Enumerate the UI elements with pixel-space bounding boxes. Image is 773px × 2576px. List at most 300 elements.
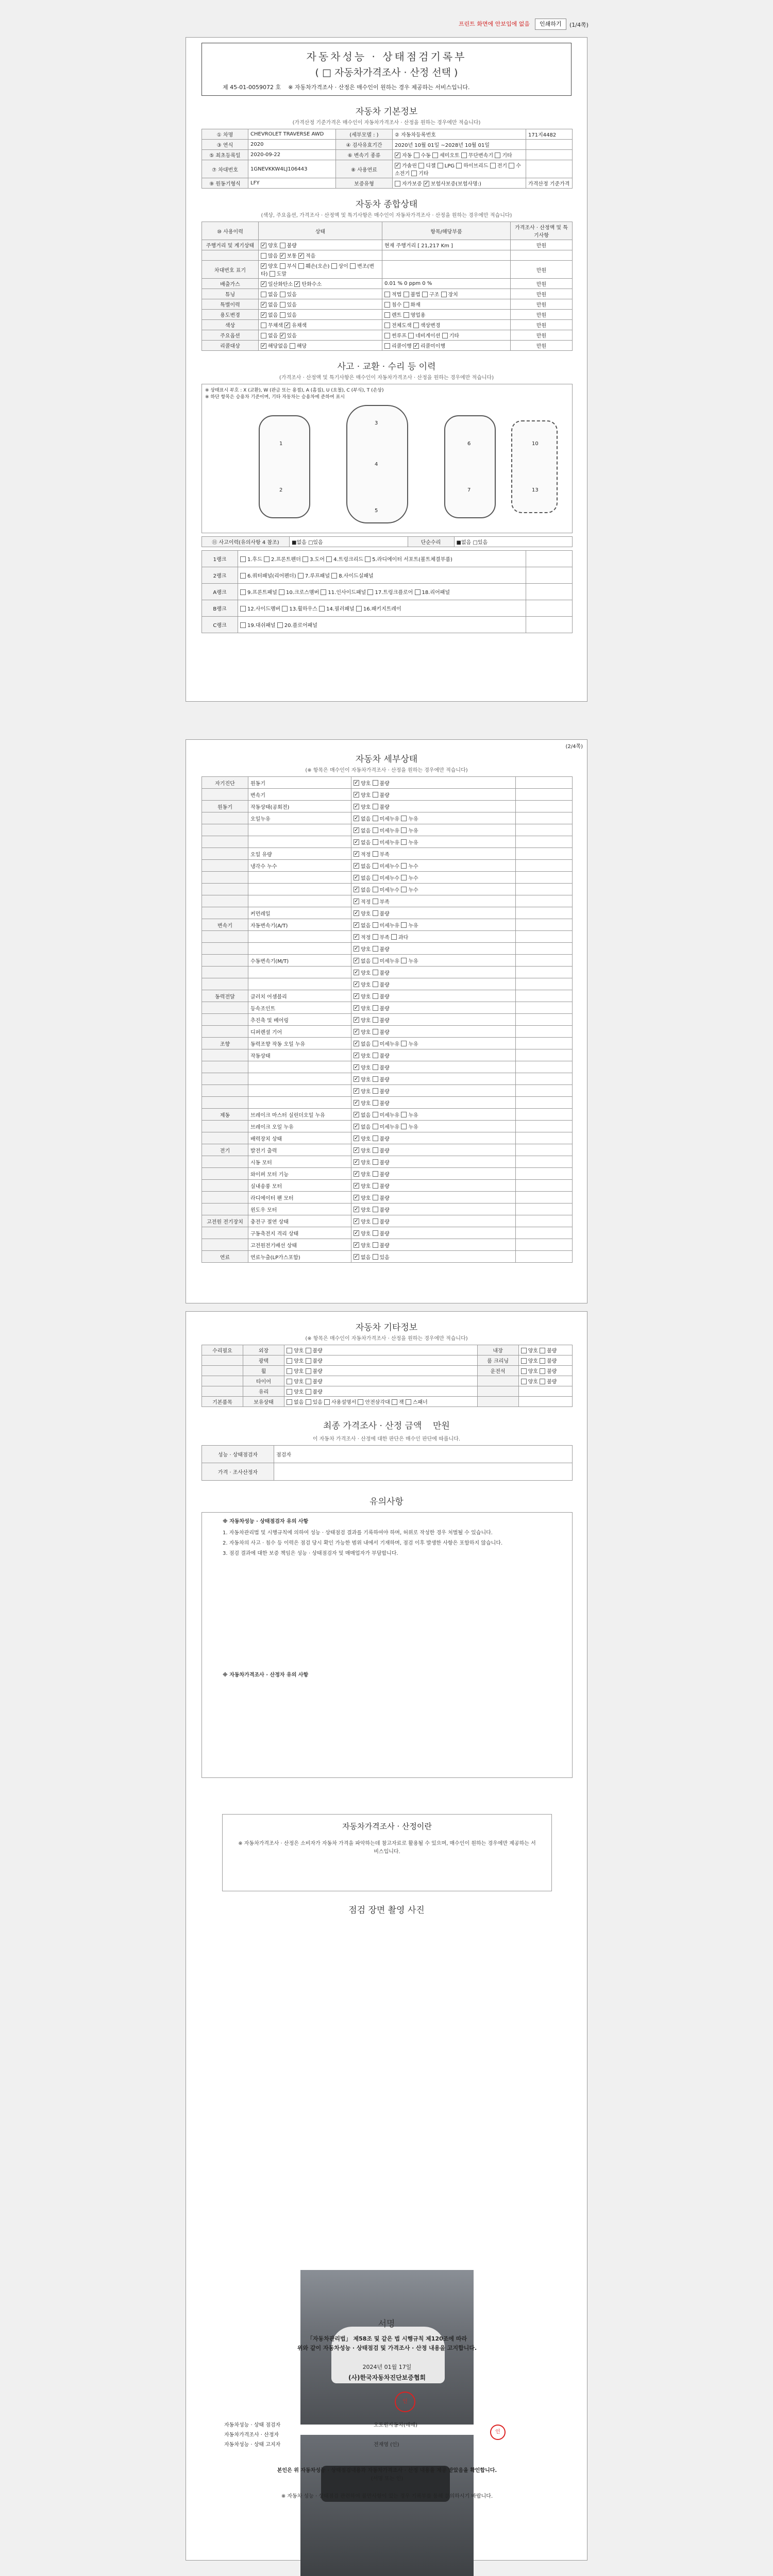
checkbox-icon bbox=[358, 1399, 363, 1405]
notes-heading-1: ※ 자동차성능 · 상태점검자 유의 사항 bbox=[223, 1519, 309, 1524]
checkbox-icon: ✓ bbox=[354, 1088, 359, 1094]
checkbox-icon bbox=[373, 863, 378, 869]
final-price-title: 최종 가격조사 · 산정 금액 bbox=[323, 1421, 422, 1431]
basic-info-row: ⑦ 차대번호 1GNEVKKW4LJ106443 ⑧ 사용연료 ✓ 가솔린 디젤 LPG 하이브리드 전기 수소전기 기타 bbox=[202, 160, 573, 178]
checkbox-icon: ✓ bbox=[354, 1230, 359, 1236]
checkbox-icon bbox=[521, 1358, 527, 1364]
checkbox-icon: ✓ bbox=[354, 792, 359, 798]
checkbox-icon bbox=[404, 312, 409, 318]
checkbox-icon bbox=[401, 1041, 407, 1046]
notes-title: 유의사항 bbox=[369, 1497, 404, 1507]
receipt-sign: (서명 또는 인) bbox=[371, 2476, 404, 2482]
checkbox-icon bbox=[404, 302, 409, 308]
checkbox-icon bbox=[373, 1242, 378, 1248]
general-status-row: 배출가스 ✓ 일산화탄소 ✓ 탄화수소 0.01 % 0 ppm 0 % 만원 bbox=[202, 279, 573, 289]
checkbox-icon: ✓ bbox=[261, 281, 266, 287]
detail-status-row: 동력전달 클러치 어셈블리 ✓ 양호 불량 bbox=[202, 990, 573, 1002]
sheet-page-1 bbox=[186, 37, 587, 702]
checkbox-icon bbox=[373, 827, 378, 833]
checkbox-icon bbox=[413, 323, 419, 328]
checkbox-icon: ✓ bbox=[295, 281, 300, 287]
checkbox-icon bbox=[373, 1230, 378, 1236]
checkbox-icon bbox=[401, 827, 407, 833]
part-label: 5 bbox=[375, 508, 378, 514]
detail-status-row: 자기진단 원동기 ✓ 양호 불량 bbox=[202, 777, 573, 789]
checkbox-icon bbox=[373, 1017, 378, 1023]
detail-status-row: 오일 유량 ✓ 적정 부족 bbox=[202, 848, 573, 860]
detail-status-row: 변속기 자동변속기(A/T) ✓ 없음 미세누유 누유 bbox=[202, 919, 573, 931]
checkbox-icon: ✓ bbox=[354, 875, 359, 880]
basic-info-row: ⑨ 원동기형식 LFY 보증유형 자가보증 ✓ 보험사보증(보험사명:) 가격산정 기준가격 bbox=[202, 178, 573, 189]
checkbox-icon bbox=[319, 606, 325, 612]
document-subtitle: ( □ 자동차가격조사 · 산정 선택 ) bbox=[315, 67, 458, 78]
detail-status-row: 추진축 및 베어링 ✓ 양호 불량 bbox=[202, 1014, 573, 1026]
checkbox-icon bbox=[442, 333, 448, 338]
detail-status-row: 실내송풍 모터 ✓ 양호 불량 bbox=[202, 1180, 573, 1192]
other-info-row: 휠 양호 불량 운전석 양호 불량 bbox=[202, 1366, 573, 1376]
print-button[interactable]: 인쇄하기 bbox=[535, 19, 566, 30]
print-warning: 프린트 화면에 안보입에 없음 bbox=[459, 21, 530, 27]
general-status-row: 많음 ✓ 보통 ✓ 적음 bbox=[202, 250, 573, 261]
checkbox-icon: ✓ bbox=[424, 180, 429, 187]
checkbox-icon bbox=[373, 1041, 378, 1046]
checkbox-icon: ✓ bbox=[285, 322, 290, 328]
checkbox-icon bbox=[401, 1124, 407, 1129]
checkbox-icon: ✓ bbox=[354, 1195, 359, 1200]
checkbox-icon: ✓ bbox=[354, 970, 359, 975]
checkbox-icon bbox=[373, 946, 378, 952]
checkbox-icon bbox=[384, 333, 390, 338]
detail-status-row: ✓ 양호 불량 bbox=[202, 978, 573, 990]
checkbox-icon: ✓ bbox=[261, 263, 266, 269]
other-info-subtitle: (※ 항목은 매수인이 자동차가격조사 · 산정을 원하는 경우에만 적습니다) bbox=[305, 1336, 468, 1342]
detail-status-row: 고전원전기배선 상태 ✓ 양호 불량 bbox=[202, 1239, 573, 1251]
note-paragraph: 1. 자동차관리법 및 시행규칙에 의하여 성능 · 상태점검 결과를 기록하여야 하며, 허위로 작성한 경우 처벌될 수 있습니다. bbox=[223, 1530, 493, 1536]
checkbox-icon bbox=[373, 1124, 378, 1129]
simple-repair-value: ■없음 □있음 bbox=[454, 537, 573, 547]
accident-status-table: ⑪ 사고이력(유의사항 4 참조) ■없음 □있음 단순수리 ■없음 □있음 bbox=[201, 536, 573, 547]
sign-org: (사)한국자동차진단보증협회 bbox=[348, 2374, 426, 2381]
checkbox-icon bbox=[373, 1029, 378, 1035]
other-info-row: 기본품목 보유상태 없음 있음 사용설명서 안전삼각대 잭 스패너 bbox=[202, 1397, 573, 1407]
checkbox-icon bbox=[280, 263, 285, 269]
checkbox-icon bbox=[287, 1379, 292, 1384]
header-notice: ※ 자동차가격조사 · 산정은 매수인이 원하는 경우 제공하는 서비스입니다. bbox=[288, 84, 470, 91]
checkbox-icon bbox=[373, 1005, 378, 1011]
checkbox-icon bbox=[373, 1254, 378, 1260]
other-info-row: 타이어 양호 불량 양호 불량 bbox=[202, 1376, 573, 1386]
checkbox-icon: ✓ bbox=[354, 1017, 359, 1023]
checkbox-icon bbox=[373, 1147, 378, 1153]
detail-status-row: 등속조인트 ✓ 양호 불량 bbox=[202, 1002, 573, 1014]
detail-status-row: 원동기 작동상태(공회전) ✓ 양호 불량 bbox=[202, 801, 573, 812]
checkbox-icon bbox=[261, 253, 266, 259]
general-status-title: 자동차 종합상태 bbox=[355, 199, 418, 210]
car-left-side-view bbox=[259, 415, 310, 518]
detail-status-row: 오일누유 ✓ 없음 미세누유 누유 bbox=[202, 812, 573, 824]
checkbox-icon bbox=[373, 993, 378, 999]
checkbox-icon bbox=[240, 589, 246, 595]
document-header bbox=[201, 43, 572, 96]
general-status-row: 주요옵션 없음 ✓ 있음 썬루프 네비게이션 기타 만원 bbox=[202, 330, 573, 341]
checkbox-icon bbox=[373, 1100, 378, 1106]
checkbox-icon bbox=[373, 839, 378, 845]
page-indicator: (1/4쪽) bbox=[569, 22, 589, 28]
basic-info-row: ① 차명 CHEVROLET TRAVERSE AWD (세부모델 : ) ② 자동차등록번호 171지4482 bbox=[202, 129, 573, 140]
checkbox-icon bbox=[303, 556, 308, 562]
detail-status-row: 와이퍼 모터 기능 ✓ 양호 불량 bbox=[202, 1168, 573, 1180]
checkbox-icon bbox=[280, 243, 285, 248]
checkbox-icon bbox=[418, 163, 424, 168]
checkbox-icon bbox=[261, 333, 266, 338]
checkbox-icon: ✓ bbox=[354, 816, 359, 821]
general-status-row: 특별이력 ✓ 없음 있음 침수 화재 만원 bbox=[202, 299, 573, 310]
checkbox-icon bbox=[298, 263, 304, 269]
checkbox-icon: ✓ bbox=[354, 1254, 359, 1260]
checkbox-icon bbox=[401, 875, 407, 880]
checkbox-icon bbox=[373, 816, 378, 821]
checkbox-icon: ✓ bbox=[354, 922, 359, 928]
checkbox-icon bbox=[280, 312, 285, 318]
checkbox-icon: ✓ bbox=[414, 343, 418, 349]
checkbox-icon bbox=[401, 839, 407, 845]
checkbox-icon bbox=[326, 556, 332, 562]
checkbox-icon bbox=[306, 1348, 311, 1353]
checkbox-icon: ✓ bbox=[354, 1029, 359, 1035]
checkbox-icon bbox=[373, 792, 378, 798]
checkbox-icon: ✓ bbox=[261, 301, 266, 308]
basic-info-subtitle: (가격산정 기준가격은 매수인이 자동차가격조사 · 산정을 원하는 경우에만 적습니다) bbox=[292, 120, 481, 126]
rank-row: 2랭크 6.쿼터패널(리어펜더) 7.루프패널 8.사이드실패널 bbox=[202, 567, 573, 584]
basic-info-row: ⑤ 최초등록일 2020-09-22 ⑥ 변속기 종류 ✓ 자동 수동 세미오토 무단변속기 기타 bbox=[202, 150, 573, 160]
checkbox-icon bbox=[287, 1348, 292, 1353]
checkbox-icon bbox=[438, 163, 443, 168]
checkbox-icon bbox=[404, 292, 409, 297]
checkbox-icon: ✓ bbox=[280, 332, 285, 338]
checkbox-icon bbox=[490, 163, 496, 168]
checkbox-icon bbox=[373, 804, 378, 809]
checkbox-icon: ✓ bbox=[395, 162, 400, 168]
detail-status-row: ✓ 양호 불량 bbox=[202, 967, 573, 978]
general-status-row: 색상 무채색 ✓ 유채색 전체도색 색상변경 만원 bbox=[202, 320, 573, 330]
receipt-confirmation: 본인은 위 자동차성능 · 상태점검내용과 자동차가격조사 · 산정 내용을 제공 받았음을 확인합니다. bbox=[277, 2468, 497, 2473]
signer-table: 자동차성능 · 상태 점검자 오토원자동차(매매) 자동차가격조사 · 산정자 자동차성능 · 상태 고지자 전재영 (인) bbox=[224, 2422, 418, 2448]
note-paragraph: 3. 점검 결과에 대한 보증 책임은 성능 · 상태점검자 및 매매업자가 부담합니다. bbox=[223, 1551, 398, 1556]
general-status-row: 튜닝 없음 있음 적법 불법 구조 장치 만원 bbox=[202, 289, 573, 299]
detail-status-title: 자동차 세부상태 bbox=[355, 754, 418, 765]
checkbox-icon bbox=[441, 292, 447, 297]
checkbox-icon bbox=[456, 163, 462, 168]
checkbox-icon bbox=[373, 1183, 378, 1189]
checkbox-icon bbox=[415, 589, 421, 595]
detail-status-row: 커먼레일 ✓ 양호 불량 bbox=[202, 907, 573, 919]
sign-date: 2024년 01월 17일 bbox=[362, 2364, 412, 2370]
general-status-row: 주행거리 및 계기상태 ✓ 양호 불량 현재 주행거리 [ 21,217 Km ] 만원 bbox=[202, 240, 573, 250]
checkbox-icon: ✓ bbox=[261, 312, 266, 318]
other-info-row: 유리 양호 불량 bbox=[202, 1386, 573, 1397]
part-label: 7 bbox=[467, 487, 471, 493]
checkbox-icon bbox=[240, 556, 246, 562]
general-status-header: ⑩ 사용이력 상태 항목/해당부품 가격조사 · 산정액 및 특기사항 bbox=[202, 222, 573, 240]
document-number: 제 45-01-0059072 호 bbox=[223, 84, 281, 91]
detail-status-row: ✓ 양호 불량 bbox=[202, 943, 573, 955]
checkbox-icon bbox=[432, 152, 438, 158]
checkbox-icon bbox=[373, 910, 378, 916]
price-info-text: ※ 자동차가격조사 · 산정은 소비자가 자동차 가격을 파악하는데 참고자료로 활용될 수 있으며, 매수인이 원하는 경우에만 제공하는 서비스입니다. bbox=[238, 1841, 536, 1855]
checkbox-icon: ✓ bbox=[354, 839, 359, 845]
top-toolbar bbox=[459, 15, 768, 36]
car-damage-diagram bbox=[201, 384, 573, 533]
detail-status-table bbox=[201, 776, 573, 1263]
checkbox-icon: ✓ bbox=[354, 1147, 359, 1153]
other-info-table bbox=[201, 1345, 573, 1407]
checkbox-icon: ✓ bbox=[354, 1136, 359, 1141]
car-underbody-view bbox=[511, 420, 558, 513]
checkbox-icon: ✓ bbox=[354, 993, 359, 999]
checkbox-icon: ✓ bbox=[354, 851, 359, 857]
checkbox-icon bbox=[373, 851, 378, 857]
part-label: 3 bbox=[375, 420, 378, 426]
checkbox-icon: ✓ bbox=[354, 934, 359, 940]
detail-status-row: 수동변속기(M/T) ✓ 없음 미세누유 누유 bbox=[202, 955, 573, 967]
rank-table bbox=[201, 550, 573, 633]
checkbox-icon bbox=[373, 887, 378, 892]
checkbox-icon bbox=[373, 1136, 378, 1141]
checkbox-icon: ✓ bbox=[354, 827, 359, 833]
final-price-text: 이 자동차 가격조사 · 산정에 대한 판단은 매수인 판단에 따릅니다. bbox=[312, 1436, 461, 1442]
checkbox-icon: ✓ bbox=[354, 1171, 359, 1177]
part-label: 10 bbox=[532, 441, 539, 447]
sign-law: 「자동차관리법」 제58조 및 같은 법 시행규칙 제120조에 따라 bbox=[307, 2335, 467, 2342]
detail-status-row: 브레이크 오일 누유 ✓ 없음 미세누유 누유 bbox=[202, 1121, 573, 1132]
checkbox-icon: ✓ bbox=[354, 910, 359, 916]
checkbox-icon bbox=[540, 1368, 545, 1374]
rank-row: 1랭크 1.후드 2.프론트펜더 3.도어 4.트렁크리드 5.라디에이터 서포트(볼트체결부품) bbox=[202, 551, 573, 567]
checkbox-icon bbox=[306, 1379, 311, 1384]
checkbox-icon bbox=[280, 302, 285, 308]
inspection-photo-lift bbox=[300, 2435, 474, 2576]
checkbox-icon bbox=[287, 1399, 292, 1405]
checkbox-icon bbox=[282, 606, 288, 612]
detail-status-row: ✓ 양호 불량 bbox=[202, 1061, 573, 1073]
rank-row: B랭크 12.사이드멤버 13.휠하우스 14.필러패널 16.패키지트레이 bbox=[202, 600, 573, 617]
checkbox-icon: ✓ bbox=[354, 946, 359, 952]
sign-title: 서명 bbox=[378, 2319, 395, 2329]
checkbox-icon bbox=[384, 343, 390, 349]
checkbox-icon bbox=[391, 934, 397, 940]
detail-status-row: 시동 모터 ✓ 양호 불량 bbox=[202, 1156, 573, 1168]
checkbox-icon bbox=[324, 1399, 330, 1405]
checkbox-icon bbox=[279, 589, 284, 595]
status-legend-note: ※ 하단 항목은 승용차 기준이며, 기타 자동차는 승용차에 준하여 표시 bbox=[205, 395, 345, 400]
checkbox-icon bbox=[240, 606, 246, 612]
checkbox-icon bbox=[290, 343, 295, 349]
checkbox-icon: ✓ bbox=[354, 981, 359, 987]
general-status-table bbox=[201, 222, 573, 351]
status-legend: ※ 상태표시 부호 : X (교환), W (판금 또는 용접), A (흠집), U (요철), C (부식), T (손상) bbox=[205, 388, 384, 393]
detail-status-row: ✓ 없음 미세누수 누수 bbox=[202, 872, 573, 884]
rank-row: C랭크 19.대쉬패널 20.플로어패널 bbox=[202, 617, 573, 633]
detail-status-row: 배력장치 상태 ✓ 양호 불량 bbox=[202, 1132, 573, 1144]
checkbox-icon: ✓ bbox=[354, 1124, 359, 1129]
final-price-table: 성능 · 상태점검자 점검자 가격 · 조사산정자 bbox=[201, 1445, 573, 1481]
sign-law-2: 위와 같이 자동차성능 · 상태점검 및 가격조사 · 산정 내용을 고지합니다. bbox=[297, 2345, 477, 2351]
notes-heading-2: ※ 자동차가격조사 · 산정자 유의 사항 bbox=[223, 1672, 309, 1678]
detail-status-row: 조향 동력조향 작동 오일 누유 ✓ 없음 미세누유 누유 bbox=[202, 1038, 573, 1049]
checkbox-icon: ✓ bbox=[354, 887, 359, 892]
general-status-subtitle: (색상, 주요옵션, 가격조사 · 산정액 및 특기사항은 매수인이 자동차가격조사 · 산정을 원하는 경우에만 적습니다) bbox=[261, 213, 512, 218]
checkbox-icon bbox=[401, 922, 407, 928]
detail-status-row: 구동축전지 격리 상태 ✓ 양호 불량 bbox=[202, 1227, 573, 1239]
detail-status-row: ✓ 양호 불량 bbox=[202, 1097, 573, 1109]
checkbox-icon bbox=[264, 556, 270, 562]
checkbox-icon bbox=[384, 292, 390, 297]
detail-status-row: 고전원 전기장치 충전구 절연 상태 ✓ 양호 불량 bbox=[202, 1215, 573, 1227]
accident-value: ■없음 □있음 bbox=[290, 537, 408, 547]
checkbox-icon: ✓ bbox=[261, 343, 266, 349]
red-seal-stamp-small: 인 bbox=[490, 2425, 506, 2440]
checkbox-icon bbox=[373, 922, 378, 928]
checkbox-icon bbox=[373, 1159, 378, 1165]
checkbox-icon bbox=[321, 589, 326, 595]
checkbox-icon: ✓ bbox=[354, 958, 359, 963]
detail-status-subtitle: (※ 항목은 매수인이 자동차가격조사 · 산정을 원하는 경우에만 적습니다) bbox=[305, 768, 468, 773]
checkbox-icon bbox=[401, 958, 407, 963]
checkbox-icon: ✓ bbox=[299, 252, 304, 259]
checkbox-icon bbox=[414, 152, 419, 158]
checkbox-icon: ✓ bbox=[354, 1076, 359, 1082]
checkbox-icon bbox=[384, 323, 390, 328]
checkbox-icon bbox=[356, 606, 362, 612]
page-2-indicator: (2/4쪽) bbox=[565, 744, 583, 750]
detail-status-row: 라디에이터 팬 모터 ✓ 양호 불량 bbox=[202, 1192, 573, 1204]
basic-info-row: ③ 연식 2020 ④ 검사유효기간 2020년 10월 01일 ~2028년 10월 01일 bbox=[202, 140, 573, 150]
checkbox-icon: ✓ bbox=[354, 1218, 359, 1224]
checkbox-icon bbox=[373, 899, 378, 904]
checkbox-icon bbox=[270, 271, 275, 277]
detail-status-row: ✓ 양호 불량 bbox=[202, 1085, 573, 1097]
detail-status-row: 냉각수 누수 ✓ 없음 미세누수 누수 bbox=[202, 860, 573, 872]
checkbox-icon bbox=[411, 171, 417, 176]
checkbox-icon bbox=[408, 333, 414, 338]
checkbox-icon bbox=[373, 1207, 378, 1212]
detail-status-row: 변속기 ✓ 양호 불량 bbox=[202, 789, 573, 801]
checkbox-icon bbox=[287, 1368, 292, 1374]
checkbox-icon bbox=[287, 1358, 292, 1364]
checkbox-icon bbox=[373, 1112, 378, 1117]
checkbox-icon bbox=[240, 573, 246, 579]
checkbox-icon bbox=[521, 1348, 527, 1353]
checkbox-icon bbox=[306, 1389, 311, 1395]
checkbox-icon: ✓ bbox=[354, 1183, 359, 1189]
checkbox-icon: ✓ bbox=[261, 242, 266, 248]
detail-status-row: ✓ 양호 불량 bbox=[202, 1073, 573, 1085]
checkbox-icon bbox=[373, 1171, 378, 1177]
detail-status-row: 제동 브레이크 마스터 실린더오일 누유 ✓ 없음 미세누유 누유 bbox=[202, 1109, 573, 1121]
checkbox-icon bbox=[401, 1112, 407, 1117]
checkbox-icon bbox=[373, 958, 378, 963]
detail-status-row: 작동상태 ✓ 양호 불량 bbox=[202, 1049, 573, 1061]
detail-status-row: ✓ 없음 미세누유 누유 bbox=[202, 824, 573, 836]
detail-status-row: 전기 발전기 출력 ✓ 양호 불량 bbox=[202, 1144, 573, 1156]
other-info-title: 자동차 기타정보 bbox=[355, 1323, 418, 1333]
checkbox-icon: ✓ bbox=[354, 1100, 359, 1106]
detail-status-row: ✓ 적정 부족 과다 bbox=[202, 931, 573, 943]
checkbox-icon: ✓ bbox=[354, 899, 359, 904]
checkbox-icon bbox=[373, 934, 378, 940]
checkbox-icon: ✓ bbox=[354, 1041, 359, 1046]
sheet-page-2 bbox=[186, 739, 587, 1303]
checkbox-icon bbox=[287, 1389, 292, 1395]
checkbox-icon bbox=[350, 263, 356, 269]
price-info-title: 자동차가격조사 · 산정이란 bbox=[342, 1822, 432, 1831]
part-label: 13 bbox=[532, 487, 539, 493]
checkbox-icon bbox=[373, 875, 378, 880]
checkbox-icon bbox=[373, 970, 378, 975]
general-status-row: 리콜대상 ✓ 해당없음 해당 리콜이행 ✓ 리콜미이행 만원 bbox=[202, 341, 573, 351]
basic-info-table bbox=[201, 129, 573, 189]
checkbox-icon: ✓ bbox=[354, 1053, 359, 1058]
checkbox-icon: ✓ bbox=[354, 863, 359, 869]
checkbox-icon bbox=[373, 780, 378, 786]
detail-status-row: ✓ 적정 부족 bbox=[202, 895, 573, 907]
checkbox-icon bbox=[373, 1076, 378, 1082]
checkbox-icon bbox=[280, 292, 285, 297]
rank-row: A랭크 9.프론트패널 10.크로스멤버 11.인사이드패널 17.트렁크플로어 18.리어패널 bbox=[202, 584, 573, 600]
document-title: 자동차성능 · 상태점검기록부 bbox=[306, 50, 467, 63]
accident-history-title: 사고 · 교환 · 수리 등 이력 bbox=[337, 362, 436, 372]
other-info-row: 수리필요 외장 양호 불량 내장 양호 불량 bbox=[202, 1345, 573, 1355]
checkbox-icon bbox=[306, 1368, 311, 1374]
checkbox-icon bbox=[261, 323, 266, 328]
checkbox-icon bbox=[277, 622, 283, 628]
checkbox-icon bbox=[373, 1064, 378, 1070]
checkbox-icon: ✓ bbox=[354, 1242, 359, 1248]
detail-status-row: 디퍼렌셜 기어 ✓ 양호 불량 bbox=[202, 1026, 573, 1038]
checkbox-icon bbox=[306, 1358, 311, 1364]
checkbox-icon bbox=[306, 1399, 311, 1405]
part-label: 2 bbox=[279, 487, 283, 493]
general-status-row: 용도변경 ✓ 없음 있음 렌트 영업용 만원 bbox=[202, 310, 573, 320]
part-label: 6 bbox=[467, 441, 471, 447]
checkbox-icon bbox=[540, 1348, 545, 1353]
checkbox-icon bbox=[373, 1088, 378, 1094]
checkbox-icon bbox=[384, 302, 390, 308]
final-price-unit: 만원 bbox=[433, 1421, 450, 1431]
checkbox-icon bbox=[509, 163, 514, 168]
checkbox-icon bbox=[373, 1218, 378, 1224]
checkbox-icon bbox=[540, 1358, 545, 1364]
checkbox-icon bbox=[373, 1195, 378, 1200]
checkbox-icon: ✓ bbox=[354, 1159, 359, 1165]
checkbox-icon: ✓ bbox=[354, 804, 359, 809]
footer-note: ※ 자동차 성능 · 상태점검 관련하여 불만사항이 있는 경우 기록부를 통해 문의하시기 바랍니다. bbox=[281, 2494, 493, 2499]
part-label: 1 bbox=[279, 441, 283, 447]
detail-status-row: 연료 연료누출(LP가스포함) ✓ 없음 있음 bbox=[202, 1251, 573, 1263]
sheet-page-3 bbox=[186, 1311, 587, 2561]
checkbox-icon bbox=[521, 1368, 527, 1374]
checkbox-icon bbox=[392, 1399, 397, 1405]
car-right-side-view bbox=[444, 415, 496, 518]
detail-status-row: 윈도우 모터 ✓ 양호 불량 bbox=[202, 1204, 573, 1215]
checkbox-icon: ✓ bbox=[354, 1207, 359, 1212]
checkbox-icon bbox=[401, 863, 407, 869]
checkbox-icon bbox=[461, 152, 467, 158]
checkbox-icon bbox=[373, 1053, 378, 1058]
checkbox-icon bbox=[373, 981, 378, 987]
general-status-row: 차대번호 표기 ✓ 양호 부식 훼손(오손) 상이 변조(변타) 도말 만원 bbox=[202, 261, 573, 279]
accident-history-subtitle: (가격조사 · 산정액 및 특기사항은 매수인이 자동차가격조사 · 산정을 원하는 경우에만 적습니다) bbox=[279, 375, 494, 381]
